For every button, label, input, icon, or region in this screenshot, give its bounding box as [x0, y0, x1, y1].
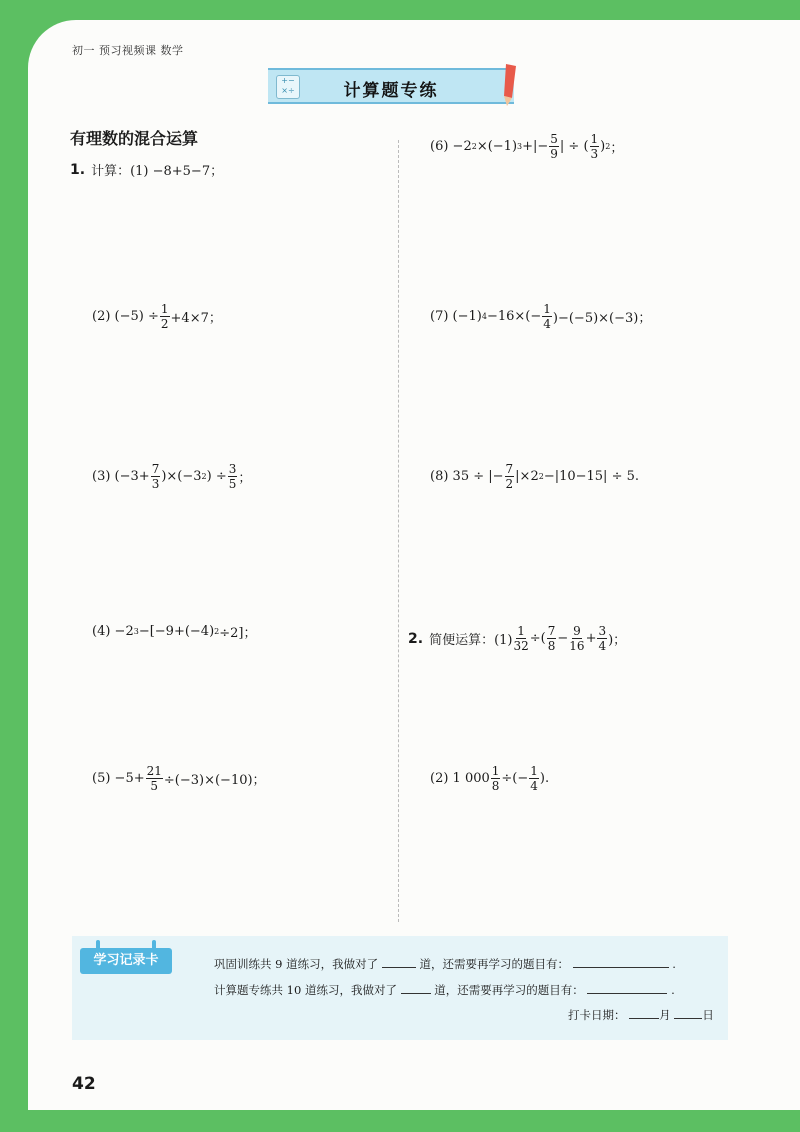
problem-number: 1. — [70, 161, 86, 178]
denominator: 4 — [530, 779, 538, 793]
numerator: 1 — [160, 302, 169, 316]
expr-part: −16×(− — [486, 309, 542, 324]
denominator: 8 — [491, 779, 500, 793]
denominator: 3 — [151, 477, 160, 491]
expr-part: ； — [610, 141, 624, 156]
expr-part: ÷(−3)×(−10)； — [163, 773, 266, 788]
day-blank[interactable] — [674, 1006, 702, 1019]
expr-part: +|− — [522, 139, 549, 154]
month-label: 月 — [659, 1008, 671, 1022]
numerator: 3 — [228, 462, 237, 476]
denominator: 8 — [547, 639, 556, 653]
problem-1-6 — [430, 132, 623, 161]
expr-part: )； — [608, 633, 627, 648]
exponent: 2 — [538, 472, 544, 481]
denominator: 5 — [150, 779, 159, 793]
exponent: 3 — [133, 627, 139, 636]
record-text: . — [671, 983, 675, 997]
numerator: 1 — [491, 764, 500, 778]
section-title: 有理数的混合运算 — [70, 129, 199, 148]
problem-2-2 — [430, 764, 549, 793]
expr-part: | ÷ ( — [559, 139, 589, 154]
answer-blank[interactable] — [382, 955, 416, 968]
fraction — [590, 132, 600, 161]
expr-part: −[−9+(−4) — [138, 624, 215, 639]
answer-blank[interactable] — [401, 981, 431, 994]
expr-part: ) ÷ — [206, 469, 227, 484]
day-label: 日 — [702, 1008, 714, 1022]
problem-text: 计算：(1) −8+5−7； — [91, 164, 224, 179]
denominator: 16 — [569, 639, 585, 653]
fraction — [151, 462, 161, 491]
fraction — [146, 764, 163, 793]
expr-part: − — [557, 631, 569, 646]
denominator: 9 — [550, 147, 558, 161]
expr-part: ). — [539, 771, 550, 786]
denominator: 2 — [160, 317, 169, 331]
exponent: 2 — [605, 142, 611, 151]
record-text: 巩固训练共 9 道练习，我做对了 — [214, 957, 379, 971]
expr-part: ÷2]； — [219, 626, 257, 641]
fraction — [549, 132, 559, 161]
numerator: 7 — [151, 462, 160, 476]
denominator: 2 — [505, 477, 514, 491]
denominator: 5 — [228, 477, 237, 491]
fraction — [542, 302, 552, 331]
expr-part: (2) 1 000 — [430, 771, 490, 786]
fraction — [505, 462, 515, 491]
numerator: 9 — [573, 624, 581, 638]
study-record-badge: 学习记录卡 — [80, 948, 172, 974]
problem-1-1 — [70, 160, 223, 179]
expr-part: ÷( — [529, 631, 546, 646]
numerator: 5 — [550, 132, 558, 146]
calculator-icon: +− ×÷ — [276, 75, 300, 99]
numerator: 3 — [598, 624, 607, 638]
problem-1-4 — [92, 622, 256, 641]
problem-number: 2. — [408, 630, 424, 647]
expr-part: −|10−15| ÷ 5. — [543, 469, 640, 484]
expr-part: ×(−1) — [476, 139, 518, 154]
fraction — [597, 624, 607, 653]
denominator: 4 — [598, 639, 607, 653]
problem-1-7 — [430, 302, 651, 331]
problem-1-5 — [92, 764, 266, 793]
exponent: 4 — [481, 312, 487, 321]
numerator: 21 — [146, 764, 162, 778]
fraction — [513, 624, 528, 653]
record-text: . — [672, 957, 676, 971]
exponent: 3 — [517, 142, 523, 151]
pencil-icon — [502, 64, 518, 106]
page-number: 42 — [72, 1074, 96, 1094]
problem-1-2 — [92, 302, 222, 331]
expr-part: (7) (−1) — [430, 309, 482, 324]
expr-part: ) — [600, 139, 606, 154]
expr-part: (3) (−3+ — [92, 469, 150, 484]
expr-part: (6) −2 — [430, 139, 472, 154]
expr-part: (8) 35 ÷ |− — [430, 469, 504, 484]
date-label: 打卡日期： — [568, 1008, 626, 1022]
record-text: 计算题专练共 10 道练习，我做对了 — [214, 983, 397, 997]
fraction — [529, 764, 539, 793]
record-line-1 — [214, 955, 676, 972]
record-text: 道，还需要再学习的题目有： — [419, 957, 569, 971]
column-divider — [398, 140, 399, 922]
expr-part: (4) −2 — [92, 624, 134, 639]
numerator: 1 — [590, 132, 599, 146]
fraction — [547, 624, 557, 653]
fraction — [491, 764, 501, 793]
expr-part: )−(−5)×(−3)； — [552, 311, 652, 326]
month-blank[interactable] — [629, 1006, 659, 1019]
expr-part: ； — [238, 471, 252, 486]
check-in-date — [568, 1006, 714, 1023]
exponent: 2 — [201, 472, 207, 481]
expr-part: +4×7； — [170, 311, 222, 326]
page-header: 初一 预习视频课 数学 — [72, 44, 184, 57]
numerator: 1 — [543, 302, 551, 316]
record-text: 道，还需要再学习的题目有： — [434, 983, 584, 997]
numerator: 1 — [517, 624, 525, 638]
expr-part: ÷(− — [501, 771, 529, 786]
expr-part: + — [585, 631, 597, 646]
expr-part: (5) −5+ — [92, 771, 145, 786]
exponent: 2 — [471, 142, 477, 151]
fraction — [228, 462, 238, 491]
expr-part: |×2 — [515, 469, 539, 484]
banner-title: 计算题专练 — [343, 81, 439, 101]
numerator: 1 — [530, 764, 538, 778]
fraction — [160, 302, 170, 331]
record-line-2 — [214, 981, 675, 998]
title-banner — [268, 68, 514, 104]
denominator: 32 — [513, 639, 529, 653]
denominator: 3 — [590, 147, 599, 161]
problem-2-1 — [408, 624, 626, 653]
denominator: 4 — [543, 317, 551, 331]
answer-blank[interactable] — [587, 981, 667, 994]
problem-1-8 — [430, 462, 639, 491]
answer-blank[interactable] — [573, 955, 669, 968]
fraction — [569, 624, 584, 653]
expr-part: 简便运算：(1) — [429, 633, 513, 648]
problem-1-3 — [92, 462, 251, 491]
expr-part: )×(−3 — [161, 469, 202, 484]
expr-part: (2) (−5) ÷ — [92, 309, 159, 324]
numerator: 7 — [547, 624, 556, 638]
exponent: 2 — [214, 627, 220, 636]
numerator: 7 — [505, 462, 514, 476]
